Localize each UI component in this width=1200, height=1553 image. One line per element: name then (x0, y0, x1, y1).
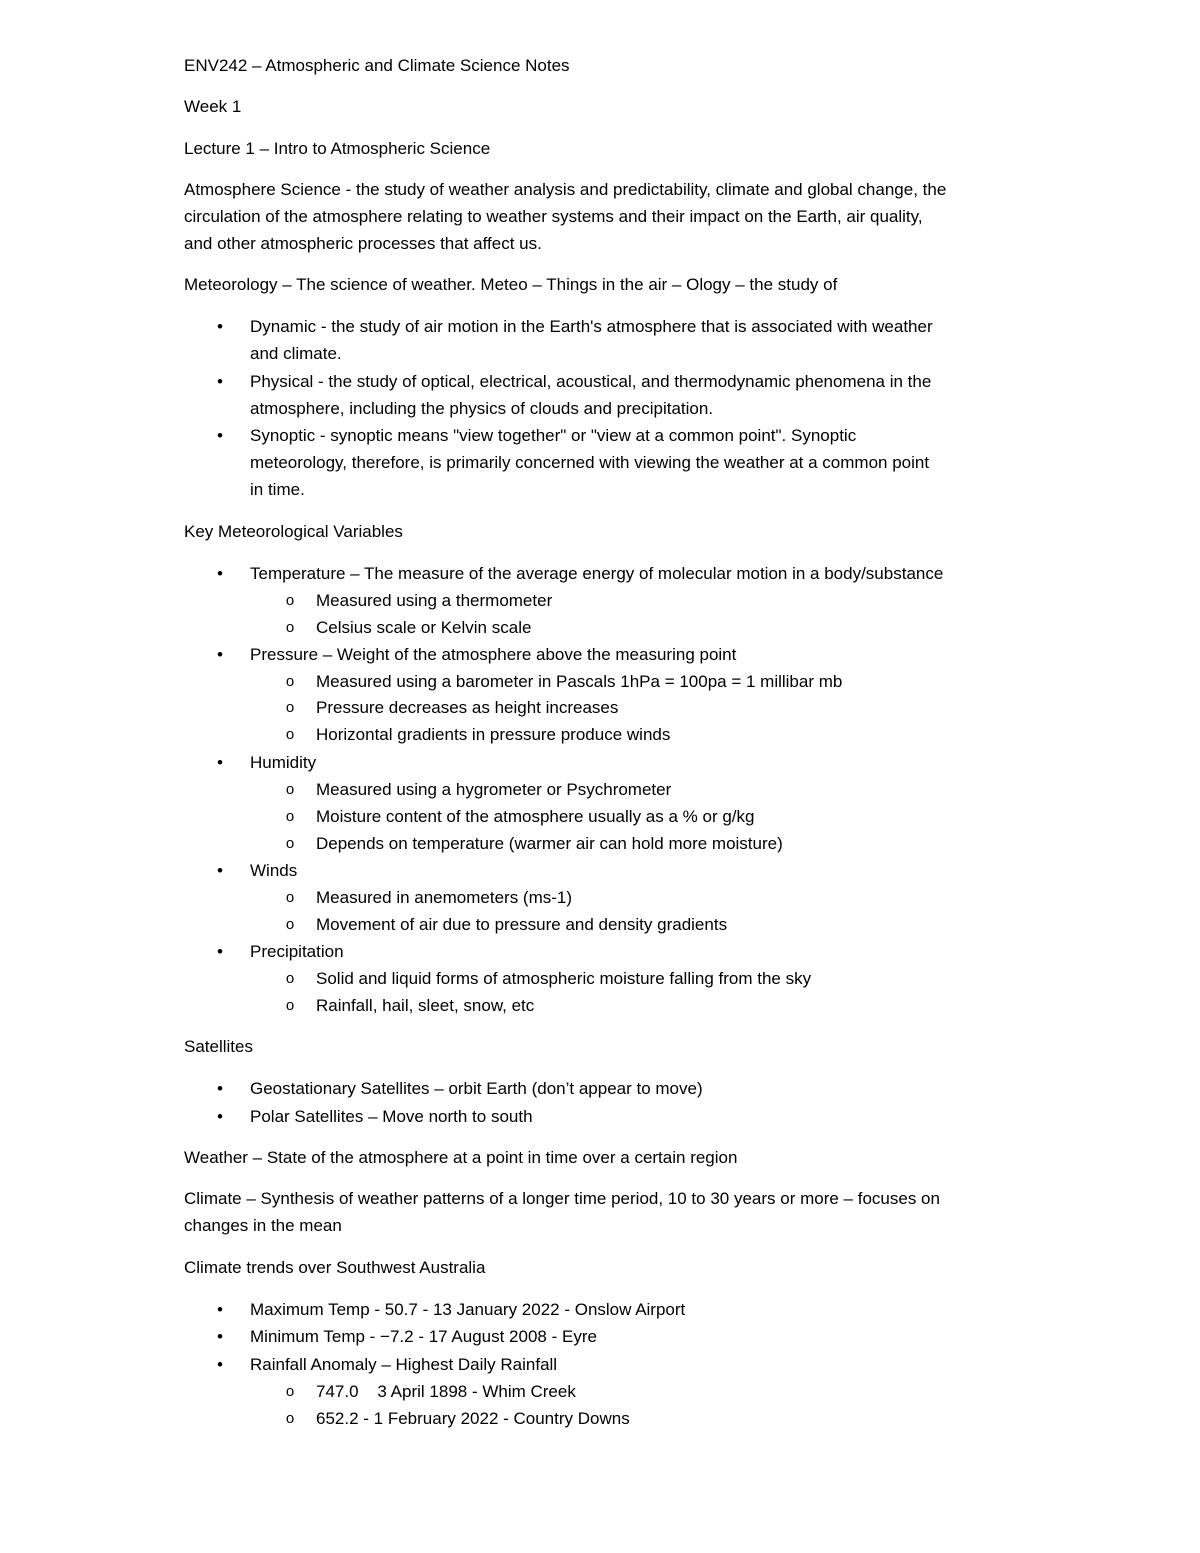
sub-bullet-icon: o (285, 781, 295, 798)
sub-bullet-icon: o (285, 889, 295, 906)
sub-list-item: Depends on temperature (warmer air can hold more moisture) (316, 834, 783, 853)
section-heading: Satellites (184, 1037, 253, 1056)
sub-list-item: Moisture content of the atmosphere usually as a % or g/kg (316, 807, 755, 826)
meteorology-definition: Meteorology – The science of weather. Meteo – Things in the air – Ology – the study of (184, 275, 838, 294)
sub-list-item: Measured using a hygrometer or Psychrometer (316, 780, 672, 799)
bullet-icon: • (217, 753, 223, 772)
list-item-continuation: and climate. (250, 344, 342, 363)
list-item: Rainfall Anomaly – Highest Daily Rainfall (250, 1355, 558, 1374)
sub-list-item: 652.2 - 1 February 2022 - Country Downs (316, 1409, 630, 1428)
sub-list-item: Rainfall, hail, sleet, snow, etc (316, 996, 535, 1015)
list-item-continuation: in time. (250, 480, 305, 499)
bullet-icon: • (217, 1079, 223, 1098)
sub-list-item: Measured in anemometers (ms-1) (316, 888, 573, 907)
sub-bullet-icon: o (285, 1383, 295, 1400)
sub-bullet-icon: o (285, 619, 295, 636)
bullet-icon: • (217, 372, 223, 391)
bullet-icon: • (217, 1327, 223, 1346)
sub-bullet-icon: o (285, 673, 295, 690)
climate-definition-continuation: changes in the mean (184, 1216, 342, 1235)
list-item: Humidity (250, 753, 317, 772)
sub-list-item: Celsius scale or Kelvin scale (316, 618, 532, 637)
sub-bullet-icon: o (285, 808, 295, 825)
sub-list-item: Solid and liquid forms of atmospheric moisture falling from the sky (316, 969, 812, 988)
week-heading: Week 1 (184, 97, 242, 116)
list-item: Minimum Temp - −7.2 - 17 August 2008 - Eyre (250, 1327, 597, 1346)
section-heading: Climate trends over Southwest Australia (184, 1258, 486, 1277)
list-item: Physical - the study of optical, electrical, acoustical, and thermodynamic phenomena in the (250, 372, 932, 391)
paragraph-line: Atmosphere Science - the study of weather analysis and predictability, climate and global change, the (184, 180, 947, 199)
list-item-continuation: atmosphere, including the physics of clouds and precipitation. (250, 399, 714, 418)
sub-bullet-icon: o (285, 997, 295, 1014)
sub-list-item: Measured using a thermometer (316, 591, 553, 610)
bullet-icon: • (217, 317, 223, 336)
list-item: Winds (250, 861, 298, 880)
list-item: Precipitation (250, 942, 344, 961)
bullet-icon: • (217, 645, 223, 664)
bullet-icon: • (217, 1355, 223, 1374)
list-item-continuation: meteorology, therefore, is primarily concerned with viewing the weather at a common point (250, 453, 930, 472)
climate-definition: Climate – Synthesis of weather patterns of a longer time period, 10 to 30 years or more – focuses on (184, 1189, 940, 1208)
sub-list-item: Measured using a barometer in Pascals 1hPa = 100pa = 1 millibar mb (316, 672, 843, 691)
sub-bullet-icon: o (285, 970, 295, 987)
paragraph-line: circulation of the atmosphere relating to weather systems and their impact on the Earth, air quality, (184, 207, 923, 226)
lecture-heading: Lecture 1 – Intro to Atmospheric Science (184, 139, 491, 158)
sub-bullet-icon: o (285, 1410, 295, 1427)
document-title: ENV242 – Atmospheric and Climate Science Notes (184, 56, 570, 75)
bullet-icon: • (217, 1107, 223, 1126)
section-heading: Key Meteorological Variables (184, 522, 403, 541)
bullet-icon: • (217, 942, 223, 961)
list-item: Temperature – The measure of the average energy of molecular motion in a body/substance (250, 564, 944, 583)
bullet-icon: • (217, 861, 223, 880)
bullet-icon: • (217, 564, 223, 583)
list-item: Geostationary Satellites – orbit Earth (don’t appear to move) (250, 1079, 703, 1098)
sub-bullet-icon: o (285, 726, 295, 743)
list-item: Dynamic - the study of air motion in the Earth's atmosphere that is associated with weather (250, 317, 933, 336)
sub-bullet-icon: o (285, 592, 295, 609)
paragraph-line: and other atmospheric processes that affect us. (184, 234, 542, 253)
bullet-icon: • (217, 426, 223, 445)
list-item: Pressure – Weight of the atmosphere above the measuring point (250, 645, 737, 664)
sub-bullet-icon: o (285, 699, 295, 716)
list-item: Synoptic - synoptic means "view together" or "view at a common point". Synoptic (250, 426, 857, 445)
list-item: Polar Satellites – Move north to south (250, 1107, 533, 1126)
sub-bullet-icon: o (285, 916, 295, 933)
weather-definition: Weather – State of the atmosphere at a point in time over a certain region (184, 1148, 738, 1167)
sub-list-item: Pressure decreases as height increases (316, 698, 619, 717)
sub-bullet-icon: o (285, 835, 295, 852)
sub-list-item: 747.0 3 April 1898 - Whim Creek (316, 1382, 576, 1401)
list-item: Maximum Temp - 50.7 - 13 January 2022 - Onslow Airport (250, 1300, 686, 1319)
bullet-icon: • (217, 1300, 223, 1319)
sub-list-item: Horizontal gradients in pressure produce winds (316, 725, 671, 744)
sub-list-item: Movement of air due to pressure and density gradients (316, 915, 728, 934)
